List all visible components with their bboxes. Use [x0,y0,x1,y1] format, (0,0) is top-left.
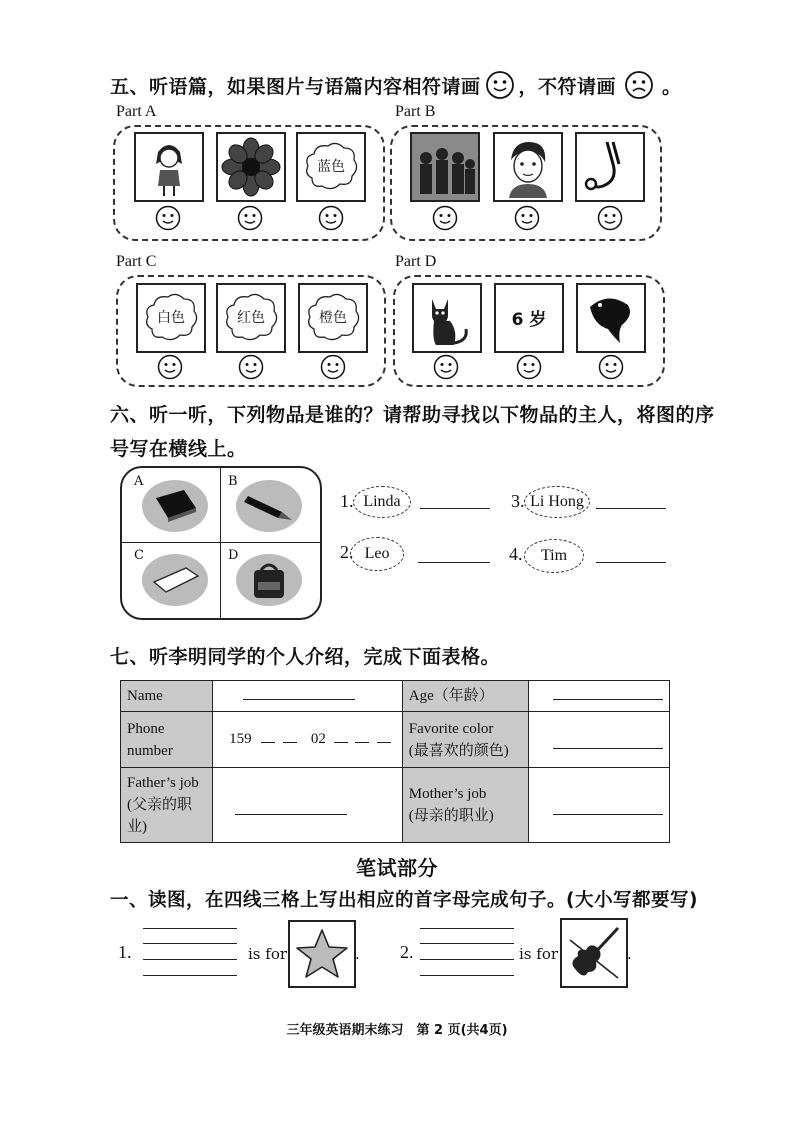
phone-prefix: 159 [229,731,252,747]
written-part-heading: 笔试部分 [356,856,438,880]
part-a-flower-picture [216,132,286,202]
part-b-family-picture [410,132,480,202]
section7-title: 七、听李明同学的个人介绍，完成下面表格。 [110,646,501,668]
write-item-2-number: 2. [400,942,414,962]
part-c-orange-card [298,283,368,353]
star-picture [288,920,356,988]
mother-job-answer-line[interactable] [553,814,663,815]
part-b-boy-picture [493,132,563,202]
name-answer-line[interactable] [243,699,355,700]
name-label: Name [121,681,213,712]
objects-board [120,466,322,620]
write-item-1-number: 1. [118,942,132,962]
phone-digit-blank-1[interactable] [261,742,275,743]
part-d-smile-3-icon[interactable] [598,354,624,380]
part-c-red-text: 红色 [237,310,265,326]
part-b-smile-1-icon[interactable] [432,205,458,231]
pencil-icon [234,478,304,534]
name-answer-cell[interactable] [213,681,403,712]
stethoscope-icon [577,134,643,200]
section5-title-before: 五、听语篇，如果图片与语篇内容相符请画 [110,75,481,98]
person-1-answer-line[interactable] [420,508,490,509]
smile-face-icon [485,70,515,100]
person-3-number: 3. [511,491,525,511]
quadrant-label-a: A [134,474,144,489]
phone-digit-blank-5[interactable] [377,742,391,743]
part-a-color-card [296,132,366,202]
part-a-label: Part A [116,103,157,120]
father-job-answer-line[interactable] [235,814,347,815]
person-4-number: 4. [509,544,523,564]
phone-digit-blank-2[interactable] [283,742,297,743]
section5-title [110,70,682,100]
write-item-1-period: . [355,945,360,963]
person-3-name: Li Hong [524,486,590,518]
phone-mid: 02 [310,731,326,747]
part-d-smile-2-icon[interactable] [516,354,542,380]
part-d-fish-picture [576,283,646,353]
person-3-answer-line[interactable] [596,508,666,509]
part-c-label: Part C [116,253,157,270]
favorite-color-label: Favorite color (最喜欢的颜色) [402,712,528,768]
person-2-number: 2. [340,542,354,562]
part-b-smile-3-icon[interactable] [597,205,623,231]
section6-title-line1: 六、听一听，下列物品是谁的？请帮助寻找以下物品的主人，将图的序 [110,404,715,426]
part-a-smile-2-icon[interactable] [237,205,263,231]
part-c-smile-3-icon[interactable] [320,354,346,380]
phone-answer-cell[interactable] [213,712,403,768]
write-item-2-is-for: is for [519,945,559,963]
part-d-label: Part D [395,253,437,270]
favorite-color-answer-line[interactable] [553,748,663,749]
girl-icon [136,134,202,200]
father-job-answer-cell[interactable] [213,768,403,843]
flower-icon [218,134,284,200]
part-c-orange-text: 橙色 [319,310,347,326]
part-c-white-card [136,283,206,353]
fish-icon [578,285,644,351]
part-a-girl-picture [134,132,204,202]
age-label: Age（年龄） [402,681,528,712]
part-b-stethoscope-picture [575,132,645,202]
person-2-answer-line[interactable] [418,562,490,563]
four-line-grid-1[interactable] [143,928,237,976]
father-job-label: Father’s job (父亲的职业) [121,768,213,843]
person-1-name: Linda [353,486,411,518]
part-d-smile-1-icon[interactable] [433,354,459,380]
person-4-name: Tim [524,539,584,573]
part-d-cat-picture [412,283,482,353]
mother-job-label: Mother’s job (母亲的职业) [402,768,528,843]
person-4-answer-line[interactable] [596,562,666,563]
page-footer: 三年级英语期末练习 第 2 页(共4页) [286,1023,508,1038]
star-icon [290,922,354,986]
quadrant-label-d: D [228,548,239,563]
violin-picture [560,918,628,988]
bag-icon [234,552,304,608]
written-section1-title: 一、读图，在四线三格上写出相应的首字母完成句子。(大小写都要写) [110,890,698,911]
quadrant-label-b: B [228,474,238,489]
section5-title-end: 。 [662,75,682,98]
family-photo-icon [412,134,478,200]
personal-info-table [120,680,670,843]
four-line-grid-2[interactable] [420,928,514,976]
part-a-smile-3-icon[interactable] [318,205,344,231]
part-d-age-card [494,283,564,353]
age-answer-cell[interactable] [529,681,670,712]
phone-label: Phone number [121,712,213,768]
part-d-age-text: 6 岁 [511,310,547,330]
boy-face-icon [495,134,561,200]
sad-face-icon [624,70,654,100]
quadrant-label-c: C [134,548,144,563]
violin-icon [562,920,626,986]
person-1-number: 1. [340,491,354,511]
part-a-smile-1-icon[interactable] [155,205,181,231]
write-item-2-period: . [627,945,632,963]
part-c-red-card [216,283,286,353]
book-icon [140,478,210,534]
phone-digit-blank-3[interactable] [334,742,348,743]
mother-job-answer-cell[interactable] [529,768,670,843]
person-2-name: Leo [350,537,404,571]
part-c-white-text: 白色 [157,310,185,326]
part-a-color-text: 蓝色 [317,159,345,175]
age-answer-line[interactable] [553,699,663,700]
eraser-icon [140,552,210,608]
cat-icon [414,285,480,351]
part-c-smile-1-icon[interactable] [157,354,183,380]
part-c-smile-2-icon[interactable] [238,354,264,380]
write-item-1-is-for: is for [248,945,288,963]
favorite-color-answer-cell[interactable] [529,712,670,768]
section6-title-line2: 号写在横线上。 [110,438,247,460]
part-b-label: Part B [395,103,436,120]
section5-title-middle: ，不符请画 [518,75,617,98]
part-b-smile-2-icon[interactable] [514,205,540,231]
phone-digit-blank-4[interactable] [355,742,369,743]
